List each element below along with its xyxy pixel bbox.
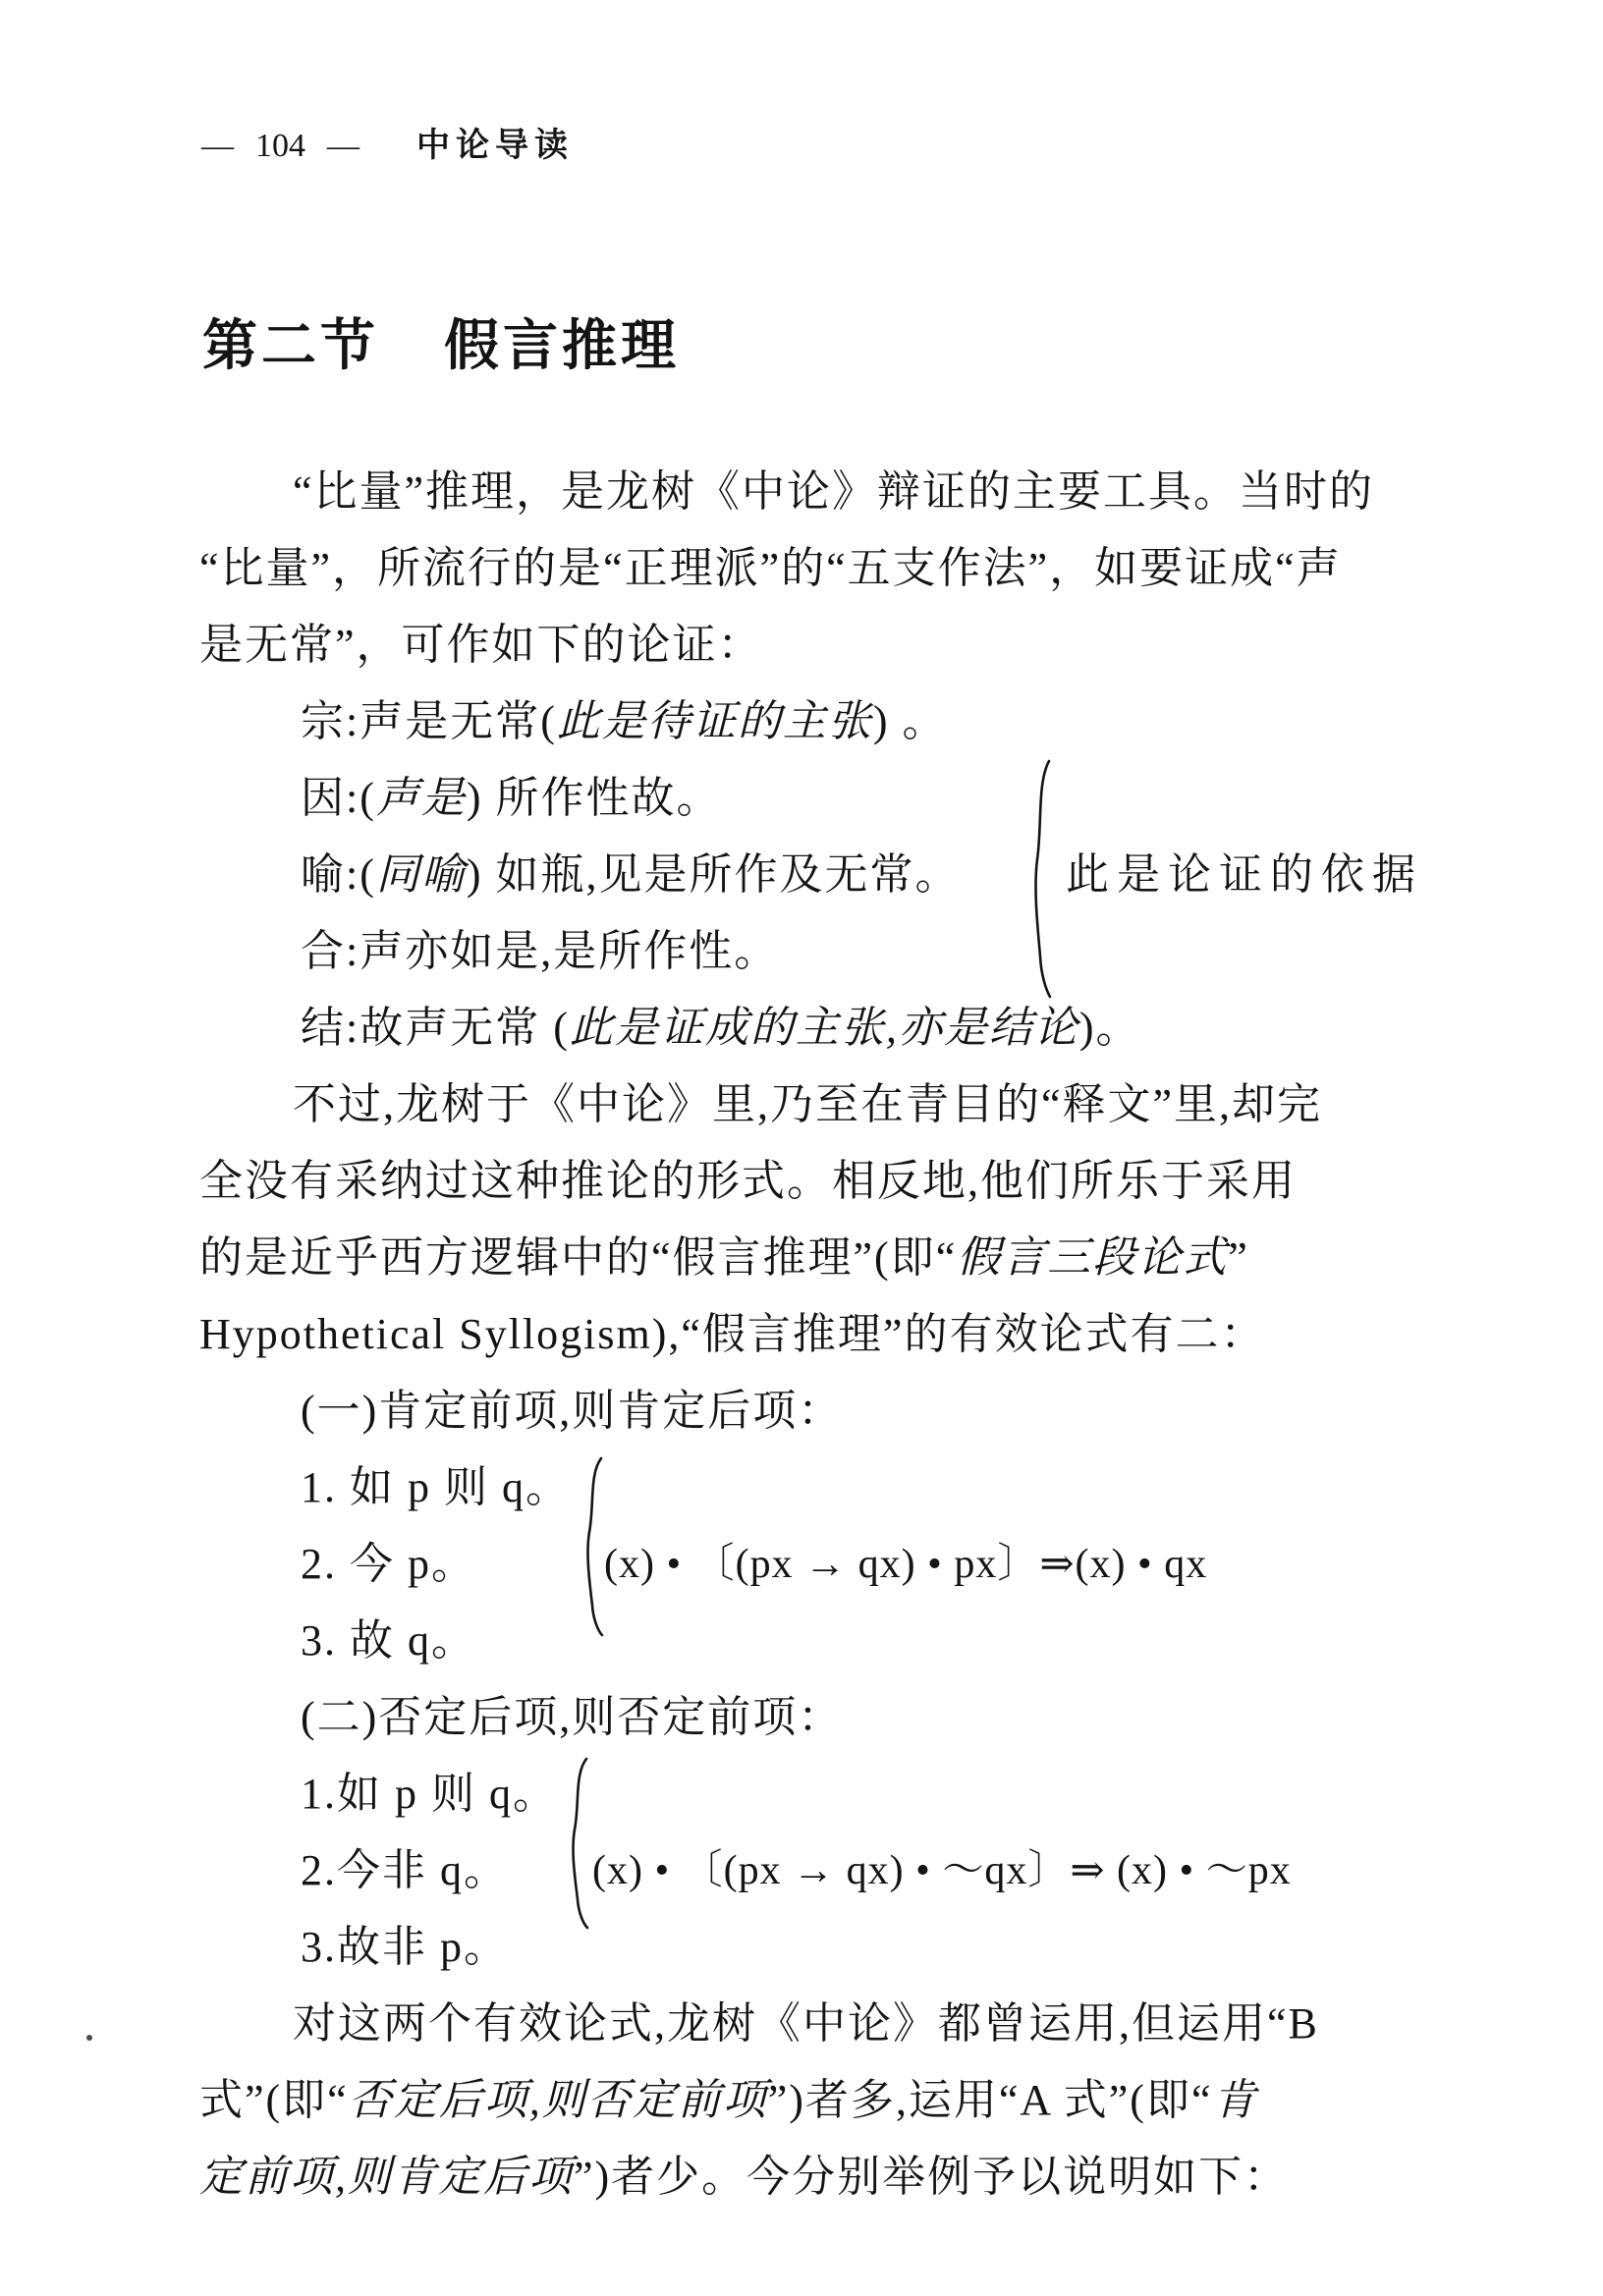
body-line-jie: 结:故声无常 (此是证成的主张,亦是结论)。 (301, 1004, 1141, 1052)
rule-one-step: 2. 今 p。 (x) • 〔(px → qx) • px〕⇒(x) • qx (199, 1526, 1486, 1603)
brace-annotation: 此是论证的依据 (1066, 850, 1423, 899)
rule-one-heading: (一)肯定前项,则肯定后项： (301, 1387, 844, 1435)
body-line: 的是近乎西方逻辑中的“假言推理”(即“假言三段论式” (199, 1233, 1249, 1282)
body-line: 定前项,则肯定后项”)者少。今分别举例予以说明如下： (199, 2153, 1290, 2201)
kaiti-note: 假言三段论式 (957, 1233, 1229, 1282)
logic-formula-one: (x) • 〔(px → qx) • px〕⇒(x) • qx (604, 1542, 1208, 1587)
kaiti-note: 同喻 (375, 850, 467, 899)
section-title (202, 302, 680, 381)
body-line: “比量”推理，是龙树《中论》辩证的主要工具。当时的 (293, 467, 1375, 516)
header-dash-right: — (327, 129, 359, 164)
kaiti-note: 肯 (1212, 2076, 1258, 2124)
page-header (201, 126, 574, 166)
section-name: 假言推理 (444, 314, 680, 376)
body-line: 是无常”，可作如下的论证： (199, 621, 763, 669)
logic-formula-two: (x) • 〔(px → qx) • ～qx〕⇒ (x) • ～px (592, 1848, 1292, 1893)
kaiti-note: 定前项,则肯定后项 (199, 2153, 574, 2201)
body-line: 全没有采纳过这种推论的形式。相反地,他们所乐于采用 (199, 1157, 1297, 1205)
kaiti-note: 否定后项,则否定前项 (348, 2076, 768, 2124)
body-line-yin: 因:(声是) 所作性故。 (301, 774, 722, 822)
body-line-he: 合:声亦如是,是所作性。 (301, 927, 780, 975)
book-title: 中论导读 (416, 127, 574, 164)
body-line: 不过,龙树于《中论》里,乃至在青目的“释文”里,却完 (293, 1080, 1323, 1128)
rule-two-heading: (二)否定后项,则否定前项： (301, 1693, 844, 1741)
rule-two-step: 3.故非 p。 (301, 1923, 509, 1971)
body-line: 式”(即“否定后项,则否定前项”)者多,运用“A 式”(即“肯 (199, 2076, 1258, 2124)
kaiti-note: 此是待证的主张 (556, 697, 873, 745)
rule-two-step: 2.今非 q。 (x) • 〔(px → qx) • ～qx〕⇒ (x) • ～px (199, 1832, 1486, 1909)
rule-one-step: 1. 如 p 则 q。 (301, 1463, 571, 1511)
header-dash-left: — (201, 129, 234, 164)
annotation-brace (1029, 758, 1055, 1000)
body-line: Hypothetical Syllogism),“假言推理”的有效论式有二： (199, 1310, 1266, 1358)
kaiti-note: 此是证成的主张,亦是结论 (569, 1004, 1079, 1052)
formula-one-brace (581, 1455, 607, 1638)
page-number: 104 (255, 128, 305, 164)
rule-one-step: 3. 故 q。 (301, 1616, 476, 1665)
section-label: 第二节 (202, 314, 379, 376)
body-line: 对这两个有效论式,龙树《中论》都曾运用,但运用“B (293, 1999, 1319, 2048)
body-text (199, 454, 1486, 2215)
body-line-yu: 喻:(同喻) 如瓶,见是所作及无常。 此是论证的依据 (199, 837, 1486, 913)
body-line: “比量”，所流行的是“正理派”的“五支作法”，如要证成“声 (199, 544, 1342, 592)
stray-ink-dot (86, 2035, 92, 2041)
kaiti-note: 声是 (375, 774, 467, 822)
formula-two-brace (567, 1756, 592, 1931)
rule-two-step: 1.如 p 则 q。 (301, 1770, 558, 1818)
body-line-zong: 宗:声是无常(此是待证的主张) 。 (301, 697, 948, 745)
